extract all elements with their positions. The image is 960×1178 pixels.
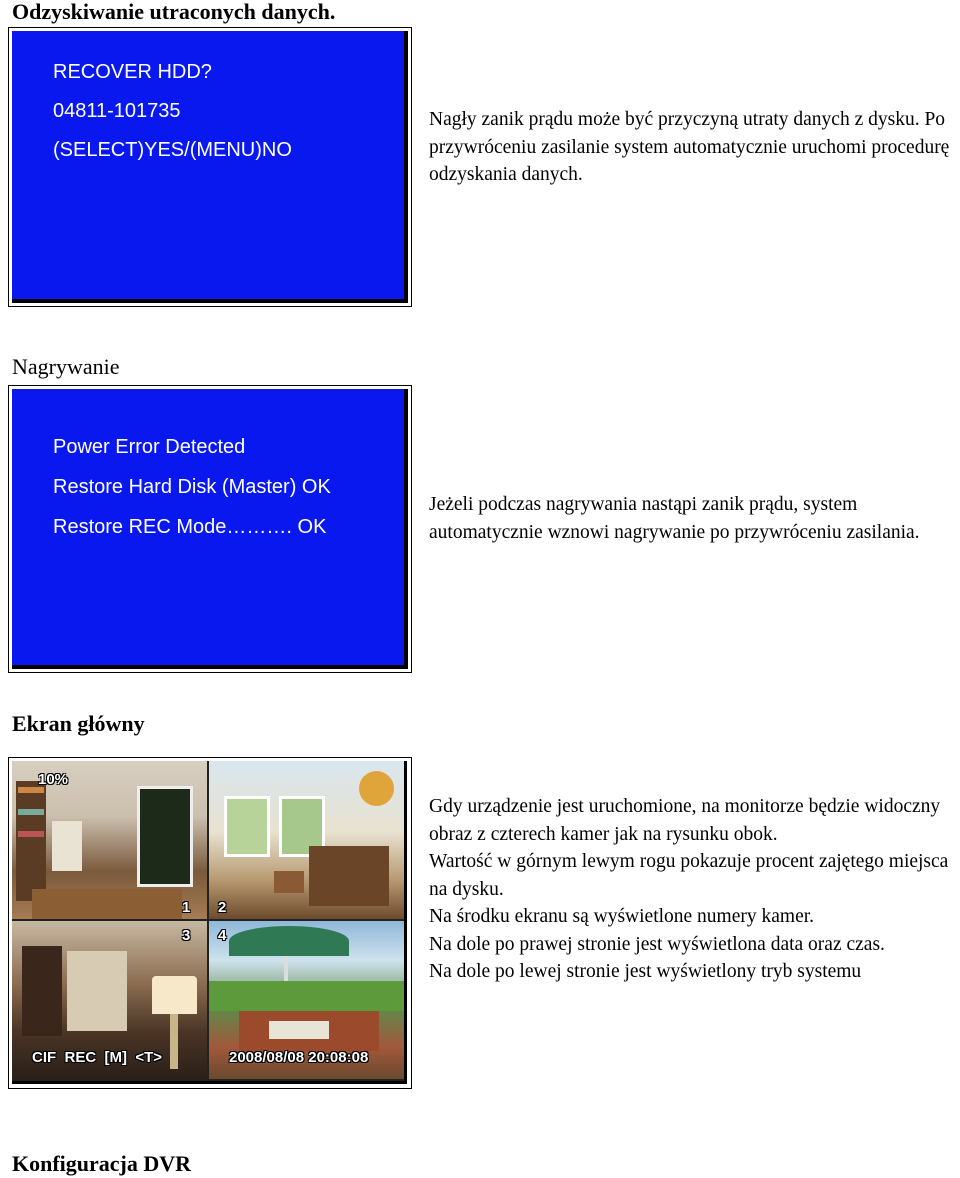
osd-line: Restore REC Mode………. OK bbox=[53, 516, 327, 538]
section-heading-main-screen: Ekran główny bbox=[12, 711, 145, 736]
disk-usage-indicator: 10% bbox=[38, 771, 69, 788]
system-mode-indicator: CIF REC [M] <T> bbox=[32, 1049, 163, 1066]
data-recovery-description bbox=[429, 106, 960, 189]
recording-description bbox=[429, 491, 960, 546]
osd-line: Restore Hard Disk (Master) OK bbox=[53, 476, 331, 498]
camera-number: 3 bbox=[182, 927, 191, 944]
camera-grid-screenshot bbox=[8, 757, 412, 1089]
osd-line: RECOVER HDD? bbox=[53, 61, 212, 83]
section-heading-data-recovery: Odzyskiwanie utraconych danych. bbox=[12, 0, 336, 24]
camera-number: 2 bbox=[218, 899, 227, 916]
camera-2-view bbox=[209, 761, 406, 919]
section-heading-dvr-configuration: Konfiguracja DVR bbox=[12, 1151, 192, 1176]
description-text: Jeżeli podczas nagrywania nastąpi zanik prądu, system automatycznie wznowi nagrywanie po przywróceniu zasilania. bbox=[429, 494, 920, 543]
description-text: Na środku ekranu są wyświetlone numery kamer. bbox=[429, 906, 815, 927]
description-text: Na dole po lewej stronie jest wyświetlony tryb systemu bbox=[429, 961, 862, 982]
description-text: Wartość w górnym lewym rogu pokazuje procent zajętego miejsca na dysku. bbox=[429, 851, 949, 900]
main-screen-description bbox=[429, 793, 960, 986]
description-text: Na dole po prawej stronie jest wyświetlona data oraz czas. bbox=[429, 933, 885, 955]
camera-number: 1 bbox=[182, 899, 191, 916]
osd-line: (SELECT)YES/(MENU)NO bbox=[53, 139, 292, 161]
section-heading-recording: Nagrywanie bbox=[12, 354, 120, 379]
power-error-screen bbox=[8, 385, 412, 673]
date-time-indicator: 2008/08/08 20:08:08 bbox=[229, 1049, 369, 1066]
description-text: Gdy urządzenie jest uruchomione, na monitorze będzie widoczny obraz z czterech kamer jak na rysunku obok. bbox=[429, 796, 941, 845]
osd-line: 04811-101735 bbox=[53, 100, 181, 122]
recover-hdd-screen bbox=[8, 27, 412, 307]
camera-number: 4 bbox=[218, 927, 227, 944]
osd-line: Power Error Detected bbox=[53, 436, 246, 458]
description-text: Nagły zanik prądu może być przyczyną utraty danych z dysku. Po przywróceniu zasilanie system automatycznie uruchomi procedurę odzyskania danych. bbox=[429, 109, 950, 185]
